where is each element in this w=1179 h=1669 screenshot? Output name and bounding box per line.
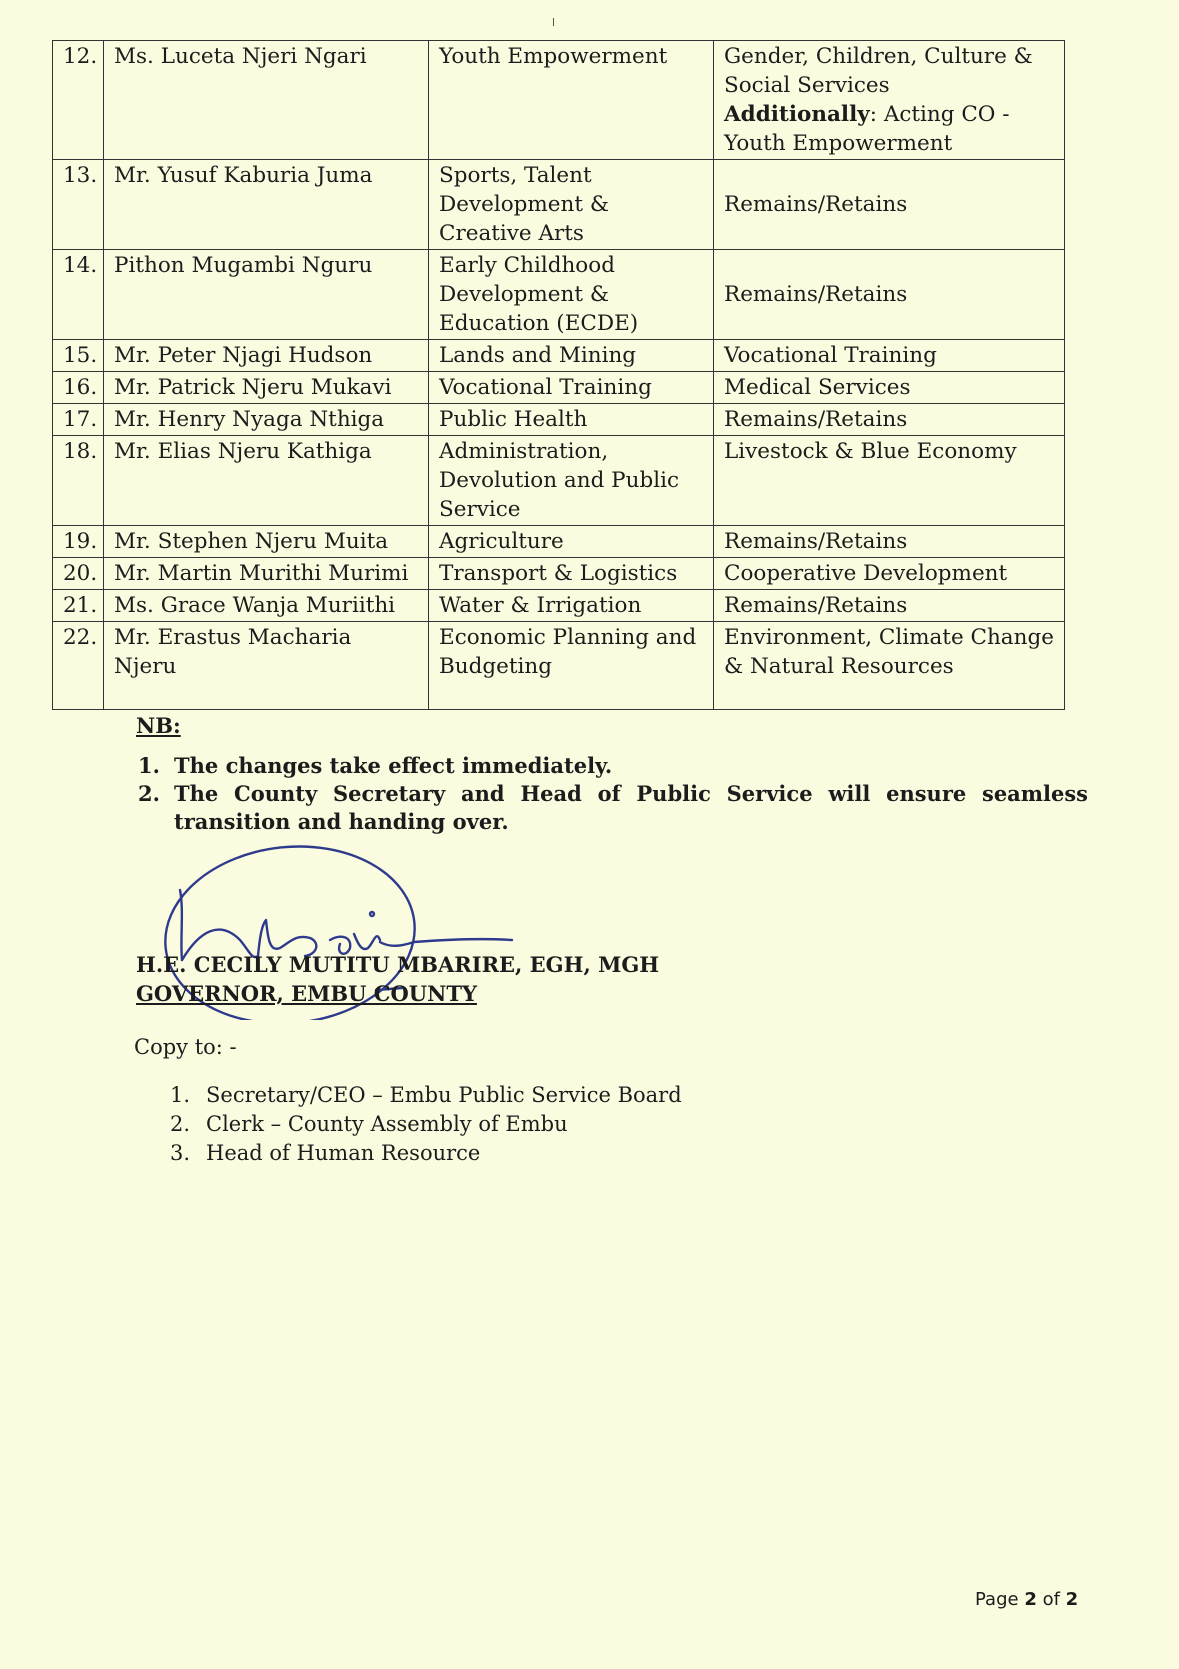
row-number: 16. [53,372,104,404]
current-department: Administration, Devolution and Public Service [429,436,714,526]
copy-to-list [170,1081,682,1168]
table-row [53,622,1065,710]
scan-mark [553,18,554,26]
list-item [170,1081,682,1110]
list-text: The County Secretary and Head of Public Service will ensure seamless transition and handing over. [174,781,1088,834]
officer-name: Pithon Mugambi Nguru [104,250,429,340]
table-row [53,41,1065,160]
officer-name: Ms. Luceta Njeri Ngari [104,41,429,160]
current-department: Agriculture [429,526,714,558]
page-label: Page [975,1589,1019,1610]
row-number: 17. [53,404,104,436]
list-text: Clerk – County Assembly of Embu [206,1112,568,1136]
current-department: Lands and Mining [429,340,714,372]
row-number: 19. [53,526,104,558]
table-row [53,160,1065,250]
new-department: Remains/Retains [714,250,1065,340]
row-number: 13. [53,160,104,250]
officer-name: Mr. Henry Nyaga Nthiga [104,404,429,436]
officer-name: Mr. Peter Njagi Hudson [104,340,429,372]
list-number: 1. [170,1083,191,1107]
officer-name: Mr. Erastus Macharia Njeru [104,622,429,710]
new-department: Environment, Climate Change & Natural Resources [714,622,1065,710]
new-department: Medical Services [714,372,1065,404]
new-department: Remains/Retains [714,590,1065,622]
page-of: of [1042,1589,1060,1610]
row-number: 14. [53,250,104,340]
nb-list [138,752,1088,836]
list-text: Head of Human Resource [206,1141,481,1165]
officer-name: Mr. Martin Murithi Murimi [104,558,429,590]
new-department: Cooperative Development [714,558,1065,590]
additional-note-label: Additionally [724,102,870,127]
officer-name: Mr. Elias Njeru Kathiga [104,436,429,526]
new-department: Remains/Retains [714,404,1065,436]
list-item [170,1110,682,1139]
new-department [714,41,1065,160]
signatory-title: GOVERNOR, EMBU COUNTY [136,981,477,1006]
table-row [53,526,1065,558]
row-number: 18. [53,436,104,526]
table-row [53,340,1065,372]
list-text: The changes take effect immediately. [174,753,613,778]
row-number: 21. [53,590,104,622]
new-department: Remains/Retains [714,160,1065,250]
signatory-name: H.E. CECILY MUTITU MBARIRE, EGH, MGH [136,952,660,977]
page-total: 2 [1065,1589,1079,1610]
page-number [975,1589,1078,1610]
officer-name: Mr. Yusuf Kaburia Juma [104,160,429,250]
row-number: 12. [53,41,104,160]
list-text: Secretary/CEO – Embu Public Service Board [206,1083,682,1107]
table-row [53,372,1065,404]
table-row [53,404,1065,436]
new-department-text: Gender, Children, Culture & Social Services [724,44,1033,98]
list-item [170,1139,682,1168]
row-number: 15. [53,340,104,372]
current-department: Sports, Talent Development & Creative Arts [429,160,714,250]
officer-name: Ms. Grace Wanja Muriithi [104,590,429,622]
list-number: 3. [170,1141,191,1165]
list-item [138,780,1088,836]
list-item [138,752,1088,780]
list-number: 1. [138,753,160,778]
redeployment-table [52,40,1065,710]
copy-to-heading: Copy to: - [134,1035,237,1059]
new-department: Vocational Training [714,340,1065,372]
officer-name: Mr. Patrick Njeru Mukavi [104,372,429,404]
list-number: 2. [170,1112,191,1136]
new-department: Livestock & Blue Economy [714,436,1065,526]
table-row [53,558,1065,590]
page-current: 2 [1024,1589,1037,1610]
table-row [53,250,1065,340]
list-number: 2. [138,781,160,806]
table-row [53,590,1065,622]
current-department: Transport & Logistics [429,558,714,590]
current-department: Vocational Training [429,372,714,404]
current-department: Water & Irrigation [429,590,714,622]
new-department: Remains/Retains [714,526,1065,558]
row-number: 22. [53,622,104,710]
current-department: Public Health [429,404,714,436]
officer-name: Mr. Stephen Njeru Muita [104,526,429,558]
row-number: 20. [53,558,104,590]
current-department: Youth Empowerment [429,41,714,160]
current-department: Early Childhood Development & Education (ECDE) [429,250,714,340]
table-row [53,436,1065,526]
current-department: Economic Planning and Budgeting [429,622,714,710]
additional-note-text: : Acting CO - Youth Empowerment [724,102,1010,156]
nb-heading: NB: [136,713,181,738]
